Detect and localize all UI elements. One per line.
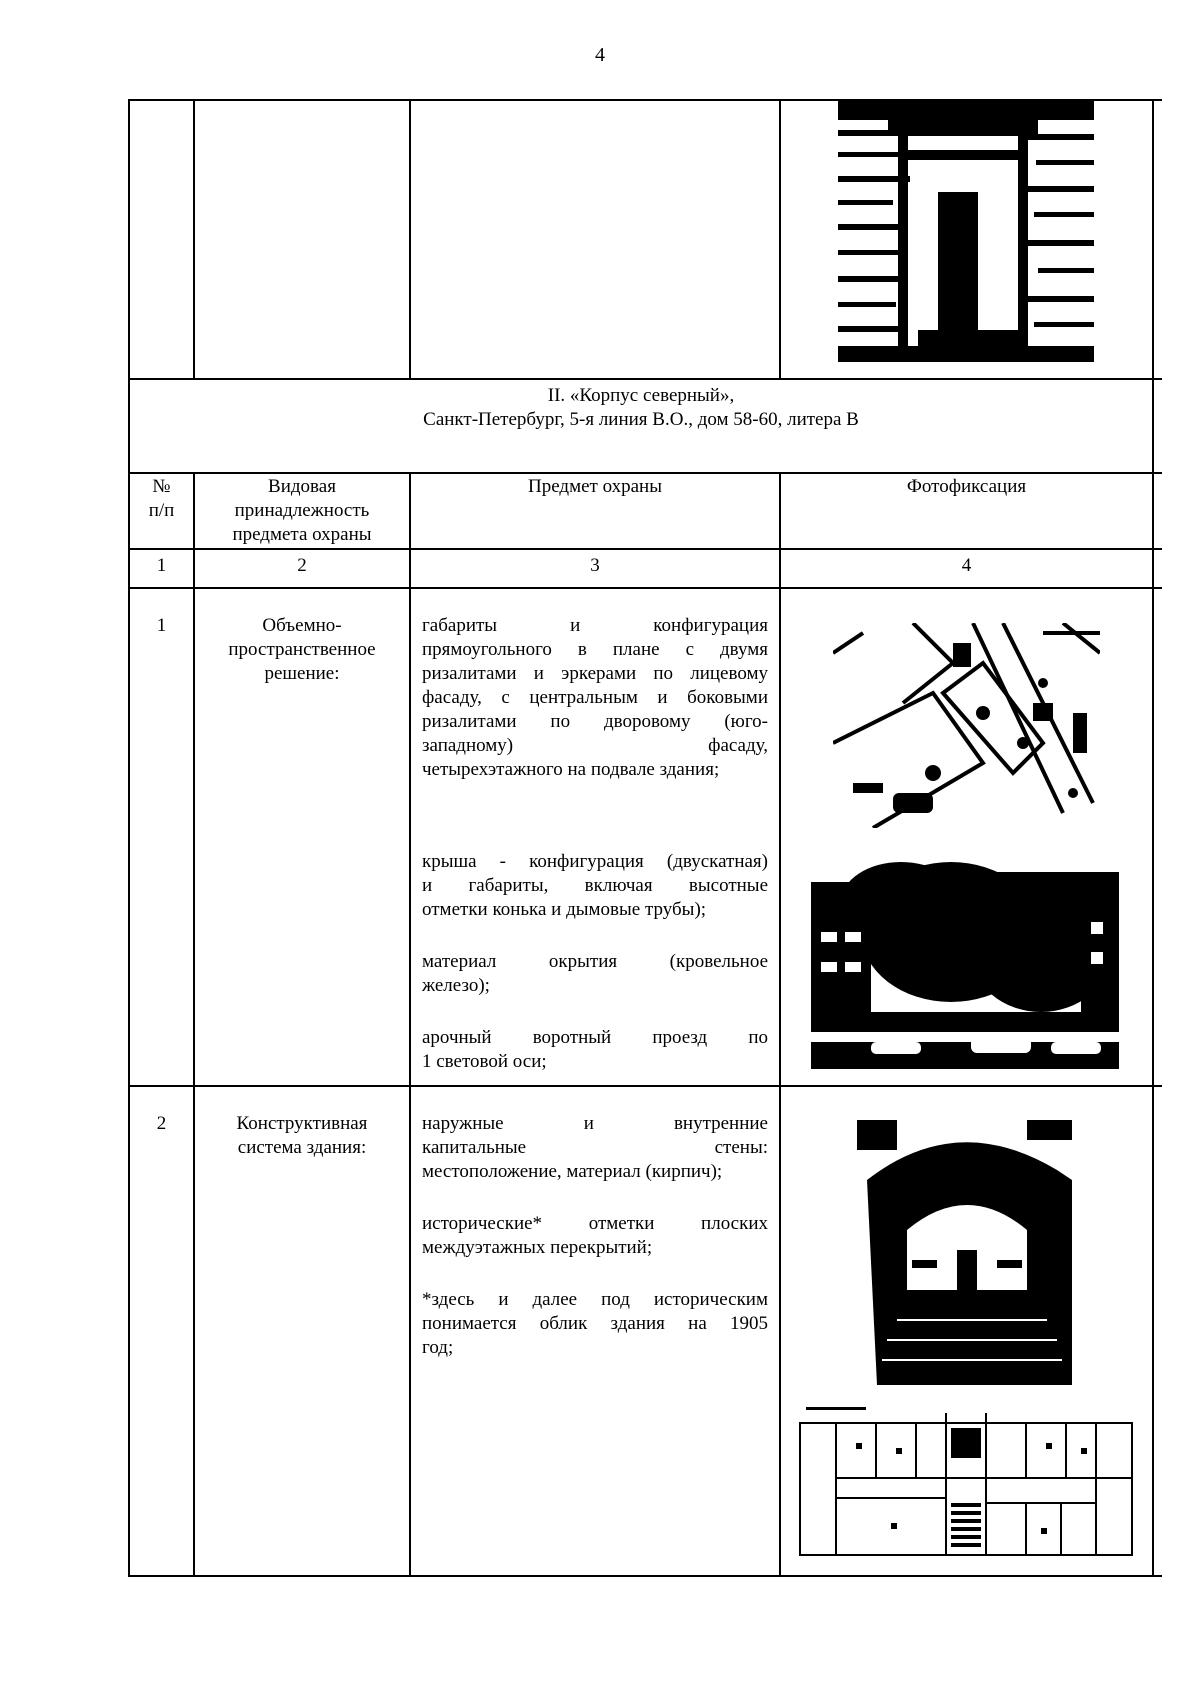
page-number: 4 (595, 44, 605, 66)
row1-type: Объемно- пространственное решение: (228, 615, 376, 684)
row1-para3: материал окрытия (кровельное железо); (422, 951, 768, 996)
header-photo: Фотофиксация (906, 476, 1027, 497)
row1-para4: арочный воротный проезд по 1 световой оси; (422, 1027, 768, 1072)
row2-type: Конструктивная система здания: (236, 1113, 368, 1158)
site-plan (833, 623, 1100, 828)
row2-para3: *здесь и далее под историческим понимается облик здания на 1905 год; (422, 1289, 768, 1358)
colnum-3: 3 (590, 555, 600, 576)
row2-num: 2 (156, 1113, 167, 1134)
section-title (130, 384, 1152, 432)
section-title-line2: Санкт-Петербург, 5-я линия В.О., дом 58-60, литера В (423, 409, 859, 430)
header-subject: Предмет охраны (528, 476, 662, 497)
row2-para2: исторические* отметки плоских междуэтажных перекрытий; (422, 1213, 768, 1258)
door-photo (838, 100, 1094, 362)
header-type: Видовая принадлежность предмета охраны (232, 476, 372, 545)
row1-para1: габариты и конфигурация прямоугольного в плане с двумя ризалитами и эркерами по лицевому фасаду, с центральным и боковыми ризалитами по дворовому (юго- западному) фасаду, четырехэтажного на подвале здания; (422, 615, 768, 780)
row1-num: 1 (156, 615, 167, 636)
colnum-2: 2 (297, 555, 307, 576)
row2-para1: наружные и внутренние капитальные стены: местоположение, материал (кирпич); (422, 1113, 768, 1182)
colnum-1: 1 (156, 555, 167, 576)
colnum-4: 4 (961, 555, 972, 576)
floor-plan (796, 1403, 1136, 1563)
row1-para2: крыша - конфигурация (двускатная) и габариты, включая высотные отметки конька и дымовые трубы); (422, 851, 768, 920)
street-photo (811, 842, 1119, 1069)
arch-photo (857, 1120, 1072, 1385)
header-num: № п/п (148, 476, 175, 521)
section-title-line1: II. «Корпус северный», (547, 385, 735, 406)
